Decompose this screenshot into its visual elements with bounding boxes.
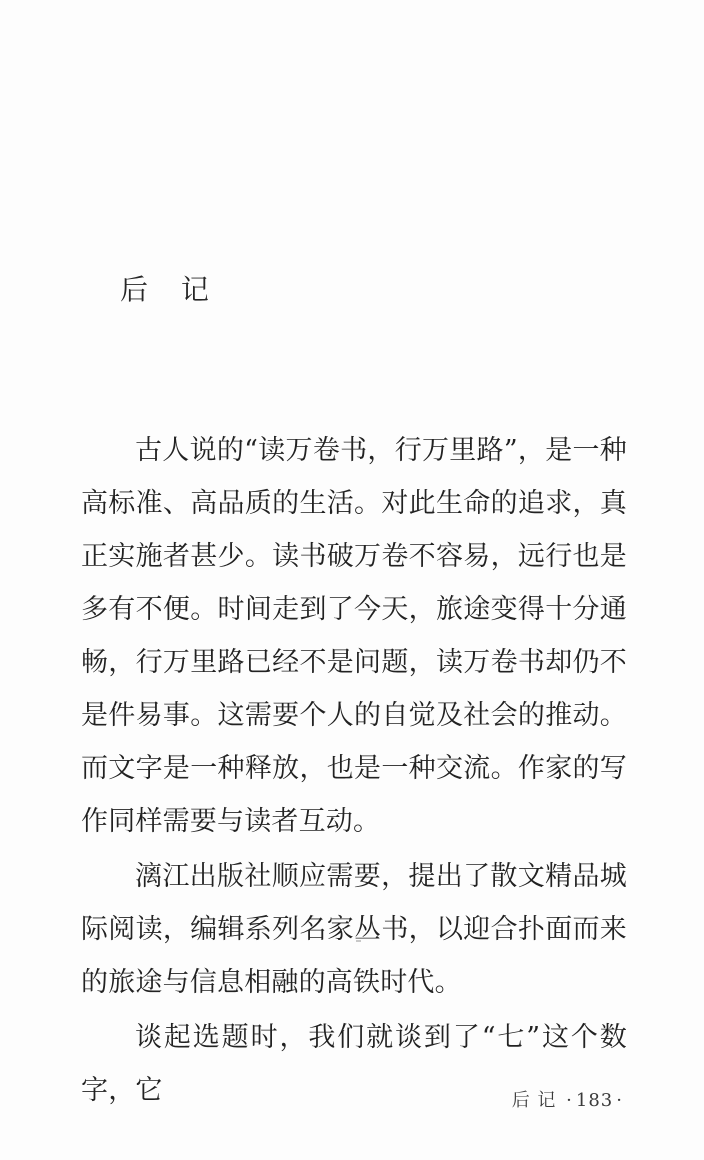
paragraph-1: 古人说的“读万卷书，行万里路”，是一种高标准、高品质的生活。对此生命的追求，真正实施者甚少。读书破万卷不容易，远行也是多有不便。时间走到了今天，旅途变得十分通畅，行万里路已经不是问题，读万卷书却仍不是件易事。这需要个人的自觉及社会的推动。而文字是一种释放，也是一种交流。作家的写作同样需要与读者互动。: [81, 435, 627, 837]
paragraph-3: 谈起选题时，我们就谈到了“七”这个数字，它: [81, 1022, 627, 1106]
footer-dot-right: ·: [616, 1090, 623, 1111]
running-head: 后 记: [511, 1090, 557, 1111]
page-number: 183: [575, 1090, 614, 1111]
footer-dot-left: ·: [566, 1090, 573, 1111]
chapter-title: 后 记: [120, 273, 221, 306]
page-footer: [512, 1086, 626, 1112]
body-text: [81, 424, 627, 1119]
paragraph-2: 漓江出版社顺应需要，提出了散文精品城际阅读，编辑系列名家丛书，以迎合扑面而来的旅途与信息相融的高铁时代。: [81, 861, 627, 998]
